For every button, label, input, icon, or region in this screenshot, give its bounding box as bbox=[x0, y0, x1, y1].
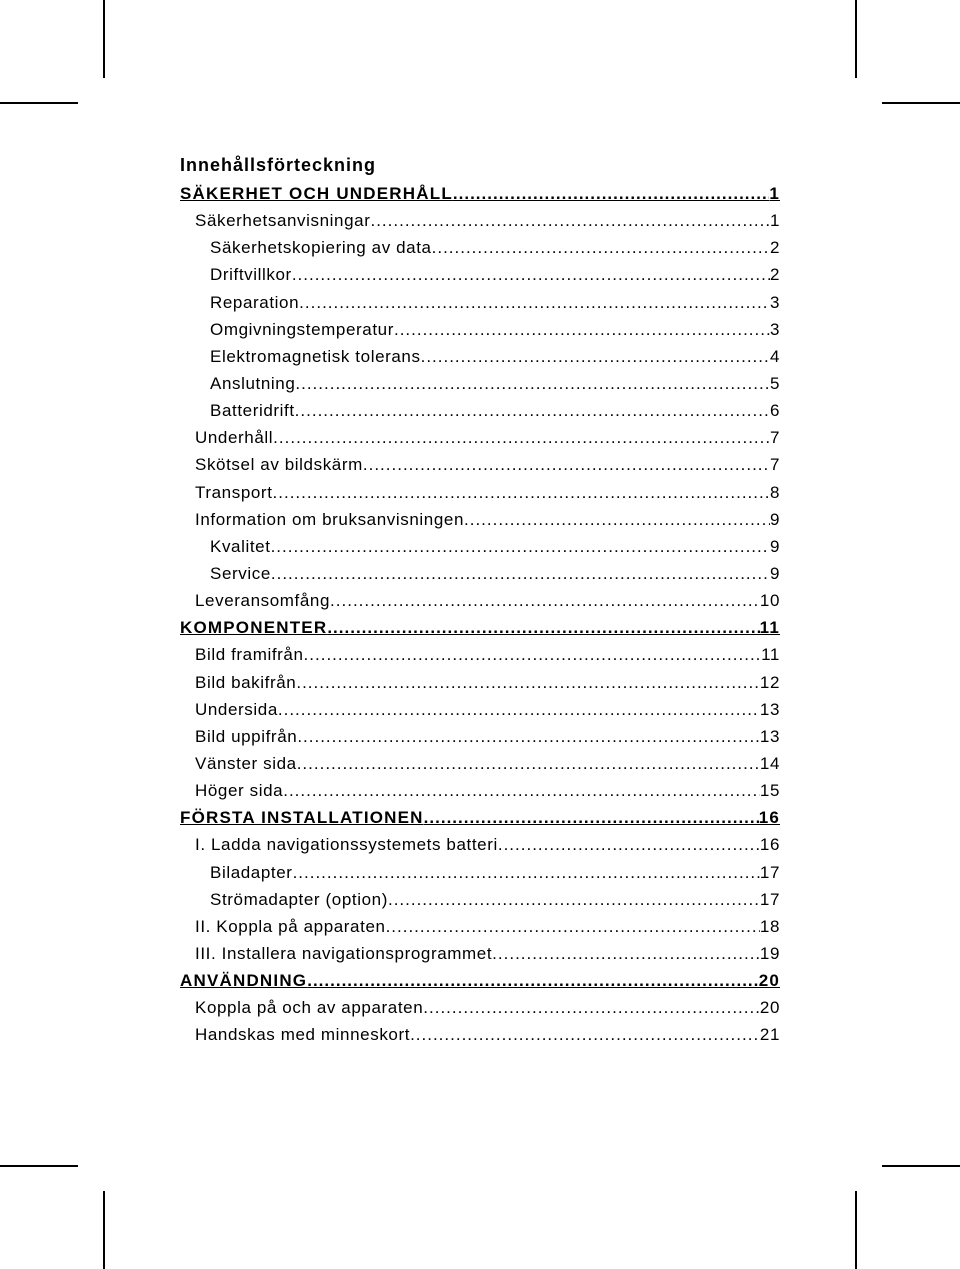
crop-mark-bottom-left-horizontal bbox=[0, 1165, 78, 1167]
toc-entry-page-number: 11 bbox=[761, 645, 780, 665]
toc-entry[interactable] bbox=[180, 641, 780, 668]
toc-dot-leader bbox=[297, 723, 760, 750]
toc-entry[interactable] bbox=[180, 1021, 780, 1048]
toc-dot-leader bbox=[283, 777, 760, 804]
toc-entry-page-number: 14 bbox=[759, 753, 780, 773]
toc-entry-page-number: 11 bbox=[759, 618, 780, 638]
toc-entry[interactable] bbox=[180, 886, 780, 913]
toc-dot-leader bbox=[273, 479, 770, 506]
toc-entry-page-number: 6 bbox=[769, 401, 780, 421]
toc-entry[interactable] bbox=[180, 424, 780, 451]
crop-mark-top-left-vertical bbox=[103, 0, 105, 78]
toc-dot-leader bbox=[363, 451, 770, 478]
toc-dot-leader bbox=[386, 913, 760, 940]
toc-entry-label: Säkerhetsanvisningar bbox=[195, 211, 371, 231]
toc-entry-label: Leveransomfång bbox=[195, 591, 331, 611]
toc-entry[interactable] bbox=[180, 777, 780, 804]
toc-entry-label: Skötsel av bildskärm bbox=[195, 455, 363, 475]
toc-entry[interactable] bbox=[180, 343, 780, 370]
toc-list bbox=[180, 180, 780, 1049]
toc-dot-leader bbox=[432, 234, 770, 261]
toc-entry[interactable] bbox=[180, 207, 780, 234]
toc-entry[interactable] bbox=[180, 994, 780, 1021]
toc-dot-leader bbox=[296, 669, 760, 696]
toc-entry-page-number: 9 bbox=[769, 563, 780, 583]
toc-entry-label: Omgivningstemperatur bbox=[210, 319, 394, 339]
toc-entry-page-number: 17 bbox=[759, 889, 780, 909]
toc-dot-leader bbox=[388, 886, 760, 913]
toc-entry[interactable] bbox=[180, 560, 780, 587]
toc-section-entry[interactable] bbox=[180, 180, 780, 207]
toc-entry-label: Undersida bbox=[195, 699, 278, 719]
toc-dot-leader bbox=[271, 560, 770, 587]
toc-entry[interactable] bbox=[180, 533, 780, 560]
toc-entry-page-number: 17 bbox=[759, 862, 780, 882]
toc-entry-page-number: 13 bbox=[759, 726, 780, 746]
toc-entry-label: III. Installera navigationsprogrammet bbox=[195, 943, 493, 963]
toc-entry[interactable] bbox=[180, 940, 780, 967]
toc-entry[interactable] bbox=[180, 451, 780, 478]
toc-entry-page-number: 4 bbox=[769, 346, 780, 366]
toc-dot-leader bbox=[498, 831, 760, 858]
toc-entry-label: Elektromagnetisk tolerans bbox=[210, 346, 421, 366]
toc-entry-label: Höger sida bbox=[195, 781, 284, 801]
toc-section-entry[interactable] bbox=[180, 804, 780, 831]
toc-title: Innehållsförteckning bbox=[180, 155, 377, 175]
toc-entry-page-number: 7 bbox=[769, 428, 780, 448]
toc-dot-leader bbox=[424, 804, 759, 831]
toc-entry-page-number: 20 bbox=[759, 998, 780, 1018]
toc-section-entry[interactable] bbox=[180, 614, 780, 641]
toc-dot-leader bbox=[295, 370, 770, 397]
toc-entry-label: ANVÄNDNING bbox=[180, 971, 308, 991]
toc-entry-label: Kvalitet bbox=[210, 536, 271, 556]
toc-entry-page-number: 1 bbox=[769, 211, 780, 231]
crop-mark-top-left-horizontal bbox=[0, 102, 78, 104]
toc-entry-page-number: 2 bbox=[769, 265, 780, 285]
toc-entry-page-number: 3 bbox=[769, 292, 780, 312]
toc-entry-label: II. Koppla på apparaten bbox=[195, 916, 386, 936]
toc-dot-leader bbox=[492, 940, 760, 967]
toc-entry-label: SÄKERHET OCH UNDERHÅLL bbox=[180, 184, 453, 203]
table-of-contents bbox=[180, 150, 780, 1049]
toc-entry[interactable] bbox=[180, 316, 780, 343]
toc-entry-label: Säkerhetskopiering av data bbox=[210, 238, 432, 258]
toc-entry[interactable] bbox=[180, 506, 780, 533]
toc-entry[interactable] bbox=[180, 913, 780, 940]
toc-entry[interactable] bbox=[180, 261, 780, 288]
toc-entry-label: Handskas med minneskort bbox=[195, 1025, 411, 1045]
crop-mark-bottom-right-horizontal bbox=[882, 1165, 960, 1167]
crop-mark-bottom-left-vertical bbox=[103, 1191, 105, 1269]
toc-entry-page-number: 18 bbox=[759, 916, 780, 936]
toc-entry-page-number: 5 bbox=[769, 373, 780, 393]
toc-dot-leader bbox=[278, 696, 760, 723]
toc-dot-leader bbox=[453, 180, 769, 207]
toc-section-entry[interactable] bbox=[180, 967, 780, 994]
toc-entry-label: Driftvillkor bbox=[210, 265, 292, 285]
toc-entry-label: Bild bakifrån bbox=[195, 672, 297, 692]
toc-entry-label: Batteridrift bbox=[210, 401, 295, 421]
toc-dot-leader bbox=[410, 1021, 760, 1048]
toc-entry-label: Bild uppifrån bbox=[195, 726, 298, 746]
toc-dot-leader bbox=[370, 207, 769, 234]
toc-dot-leader bbox=[297, 750, 760, 777]
toc-entry-page-number: 9 bbox=[769, 509, 780, 529]
toc-entry-label: Information om bruksanvisningen bbox=[195, 509, 465, 529]
toc-dot-leader bbox=[273, 424, 770, 451]
toc-entry-page-number: 16 bbox=[758, 808, 780, 828]
crop-mark-top-right-horizontal bbox=[882, 102, 960, 104]
toc-entry-page-number: 1 bbox=[769, 184, 780, 203]
toc-entry[interactable] bbox=[180, 723, 780, 750]
toc-entry[interactable] bbox=[180, 587, 780, 614]
toc-entry-label: Koppla på och av apparaten bbox=[195, 998, 424, 1018]
toc-entry-page-number: 16 bbox=[759, 835, 780, 855]
toc-entry-label: Underhåll bbox=[195, 428, 274, 448]
toc-entry-page-number: 20 bbox=[758, 971, 780, 991]
toc-dot-leader bbox=[421, 343, 770, 370]
toc-entry-page-number: 3 bbox=[769, 319, 780, 339]
toc-entry-page-number: 10 bbox=[759, 591, 780, 611]
toc-entry-label: Reparation bbox=[210, 292, 300, 312]
toc-dot-leader bbox=[292, 261, 770, 288]
toc-dot-leader bbox=[423, 994, 760, 1021]
toc-entry-page-number: 19 bbox=[759, 943, 780, 963]
toc-entry[interactable] bbox=[180, 831, 780, 858]
toc-entry-page-number: 21 bbox=[759, 1025, 780, 1045]
toc-entry[interactable] bbox=[180, 234, 780, 261]
toc-entry-page-number: 13 bbox=[759, 699, 780, 719]
toc-dot-leader bbox=[299, 289, 770, 316]
toc-entry-label: Biladapter bbox=[210, 862, 293, 882]
toc-dot-leader bbox=[295, 397, 770, 424]
toc-entry[interactable] bbox=[180, 479, 780, 506]
toc-dot-leader bbox=[271, 533, 770, 560]
toc-entry-label: FÖRSTA INSTALLATIONEN bbox=[180, 808, 424, 828]
toc-entry-page-number: 9 bbox=[769, 536, 780, 556]
toc-entry-label: Strömadapter (option) bbox=[210, 889, 388, 909]
toc-dot-leader bbox=[327, 614, 759, 641]
toc-entry-label: Anslutning bbox=[210, 373, 296, 393]
toc-entry-page-number: 7 bbox=[769, 455, 780, 475]
toc-entry-label: Vänster sida bbox=[195, 753, 297, 773]
toc-entry-page-number: 15 bbox=[759, 781, 780, 801]
toc-entry[interactable] bbox=[180, 859, 780, 886]
toc-entry-page-number: 12 bbox=[759, 672, 780, 692]
toc-dot-leader bbox=[307, 967, 758, 994]
toc-entry[interactable] bbox=[180, 370, 780, 397]
crop-mark-top-right-vertical bbox=[855, 0, 857, 78]
toc-entry-label: KOMPONENTER bbox=[180, 618, 328, 638]
toc-entry[interactable] bbox=[180, 289, 780, 316]
toc-dot-leader bbox=[394, 316, 770, 343]
toc-entry[interactable] bbox=[180, 750, 780, 777]
toc-entry-page-number: 2 bbox=[769, 238, 780, 258]
crop-mark-bottom-right-vertical bbox=[855, 1191, 857, 1269]
toc-entry-label: Service bbox=[210, 563, 271, 583]
toc-entry-label: I. Ladda navigationssystemets batteri bbox=[195, 835, 498, 855]
toc-entry[interactable] bbox=[180, 696, 780, 723]
toc-entry[interactable] bbox=[180, 669, 780, 696]
toc-entry-label: Bild framifrån bbox=[195, 645, 304, 665]
toc-entry[interactable] bbox=[180, 397, 780, 424]
toc-dot-leader bbox=[464, 506, 770, 533]
toc-dot-leader bbox=[330, 587, 760, 614]
toc-entry-page-number: 8 bbox=[769, 482, 780, 502]
toc-dot-leader bbox=[293, 859, 760, 886]
toc-entry-label: Transport bbox=[195, 482, 273, 502]
toc-dot-leader bbox=[304, 641, 762, 668]
